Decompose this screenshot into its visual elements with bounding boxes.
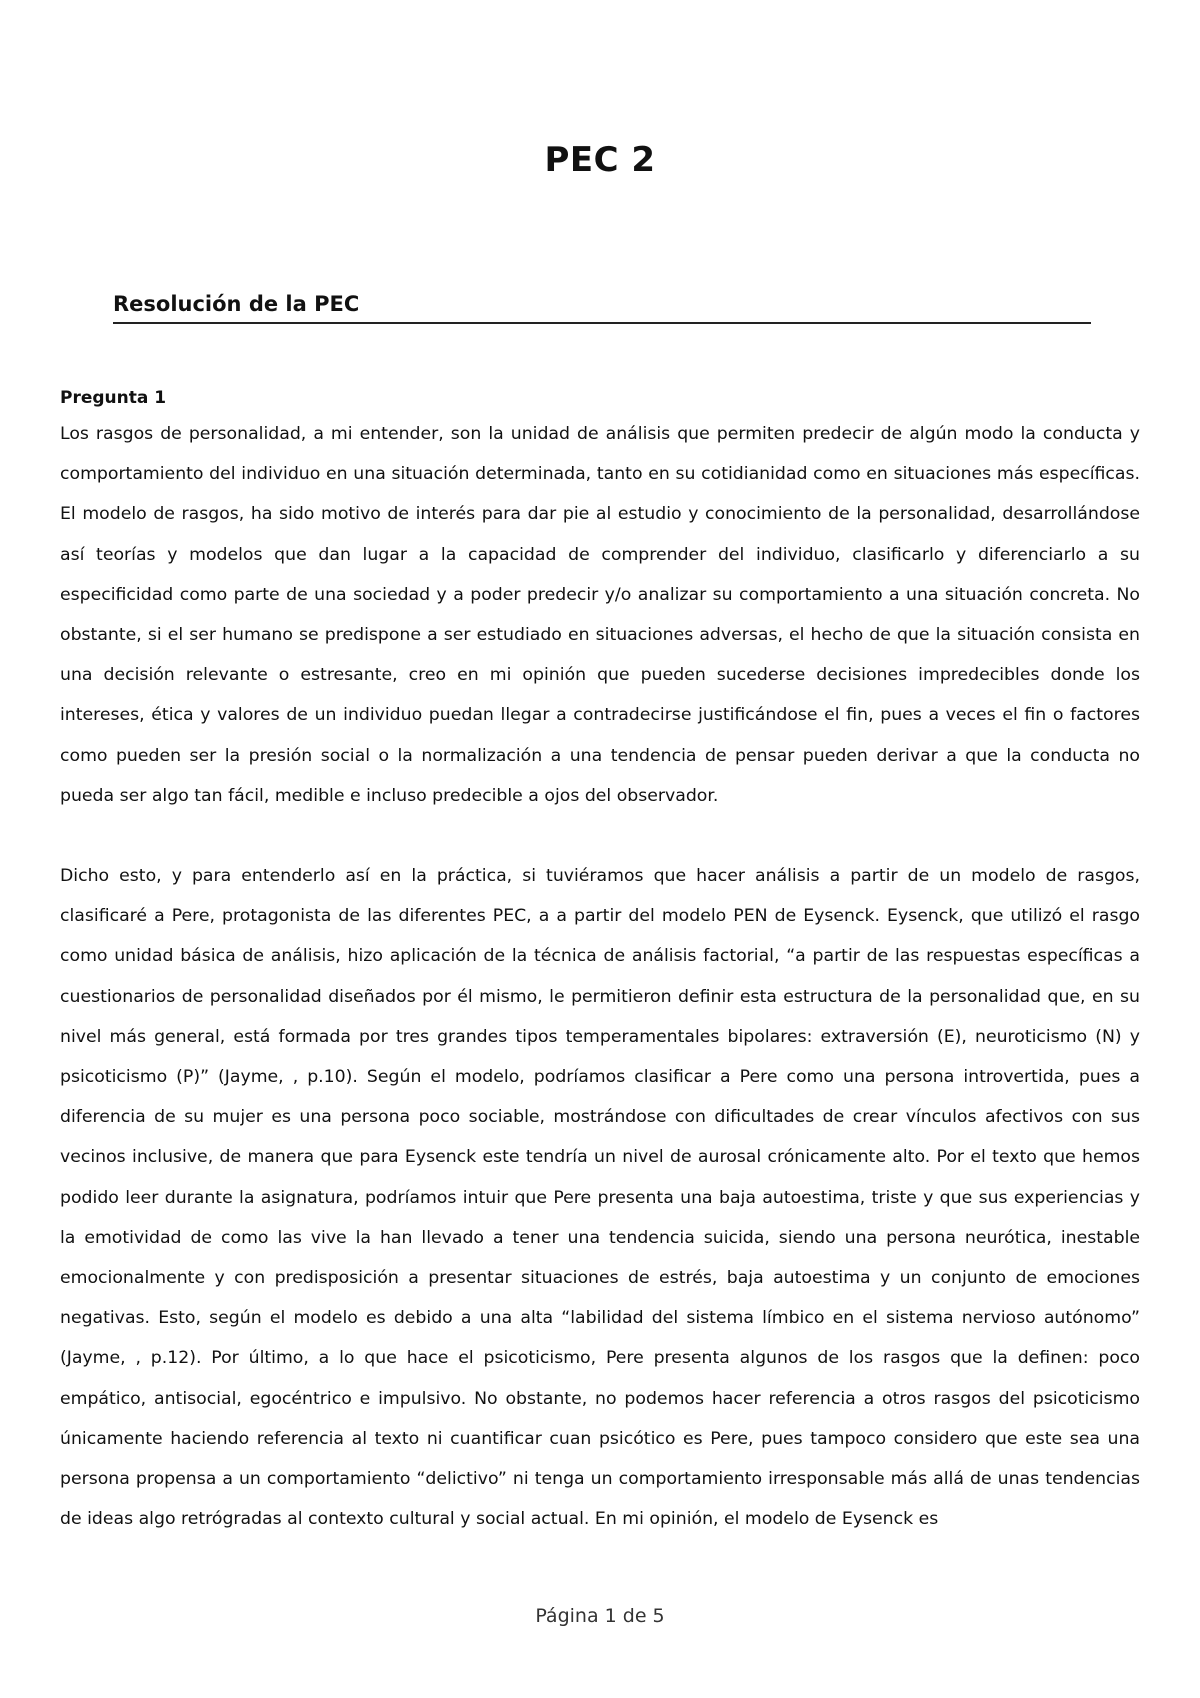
section-header xyxy=(113,292,1091,324)
question-title: Pregunta 1 xyxy=(60,388,167,408)
document-body xyxy=(60,386,1140,1539)
page-footer: Página 1 de 5 xyxy=(535,1605,665,1627)
paragraph-1: Los rasgos de personalidad, a mi entender, son la unidad de análisis que permiten predecir de algún modo la conducta y comportamiento del individuo en una situación determinada, tanto en su cotidianidad como en situaciones más específicas. El modelo de rasgos, ha sido motivo de interés para dar pie al estudio y conocimiento de la personalidad, desarrollándose así teorías y modelos que dan lugar a la capacidad de comprender del individuo, clasificarlo y diferenciarlo a su especificidad como parte de una sociedad y a poder predecir y/o analizar su comportamiento a una situación concreta. No obstante, si el ser humano se predispone a ser estudiado en situaciones adversas, el hecho de que la situación consista en una decisión relevante o estresante, creo en mi opinión que pueden sucederse decisiones impredecibles donde los intereses, ética y valores de un individuo puedan llegar a contradecirse justificándose el fin, pues a veces el fin o factores como pueden ser la presión social o la normalización a una tendencia de pensar pueden derivar a que la conducta no pueda ser algo tan fácil, medible e incluso predecible a ojos del observador. xyxy=(60,424,1140,806)
document-title: PEC 2 xyxy=(544,140,656,180)
section-title: Resolución de la PEC xyxy=(113,292,1091,324)
paragraph-2: Dicho esto, y para entenderlo así en la práctica, si tuviéramos que hacer análisis a partir de un modelo de rasgos, clasificaré a Pere, protagonista de las diferentes PEC, a a partir del modelo PEN de Eysenck. Eysenck, que utilizó el rasgo como unidad básica de análisis, hizo aplicación de la técnica de análisis factorial, “a partir de las respuestas específicas a cuestionarios de personalidad diseñados por él mismo, le permitieron definir esta estructura de la personalidad que, en su nivel más general, está formada por tres grandes tipos temperamentales bipolares: extraversión (E), neuroticismo (N) y psicoticismo (P)” (Jayme, , p.10). Según el modelo, podríamos clasificar a Pere como una persona introvertida, pues a diferencia de su mujer es una persona poco sociable, mostrándose con dificultades de crear vínculos afectivos con sus vecinos inclusive, de manera que para Eysenck este tendría un nivel de aurosal crónicamente alto. Por el texto que hemos podido leer durante la asignatura, podríamos intuir que Pere presenta una baja autoestima, triste y que sus experiencias y la emotividad de como las vive la han llevado a tener una tendencia suicida, siendo una persona neurótica, inestable emocionalmente y con predisposición a presentar situaciones de estrés, baja autoestima y un conjunto de emociones negativas. Esto, según el modelo es debido a una alta “labilidad del sistema límbico en el sistema nervioso autónomo” (Jayme, , p.12). Por último, a lo que hace el psicoticismo, Pere presenta algunos de los rasgos que la definen: poco empático, antisocial, egocéntrico e impulsivo. No obstante, no podemos hacer referencia a otros rasgos del psicoticismo únicamente haciendo referencia al texto ni cuantificar cuan psicótico es Pere, pues tampoco considero que este sea una persona propensa a un comportamiento “delictivo” ni tenga un comportamiento irresponsable más allá de unas tendencias de ideas algo retrógradas al contexto cultural y social actual. En mi opinión, el modelo de Eysenck es xyxy=(60,866,1140,1530)
